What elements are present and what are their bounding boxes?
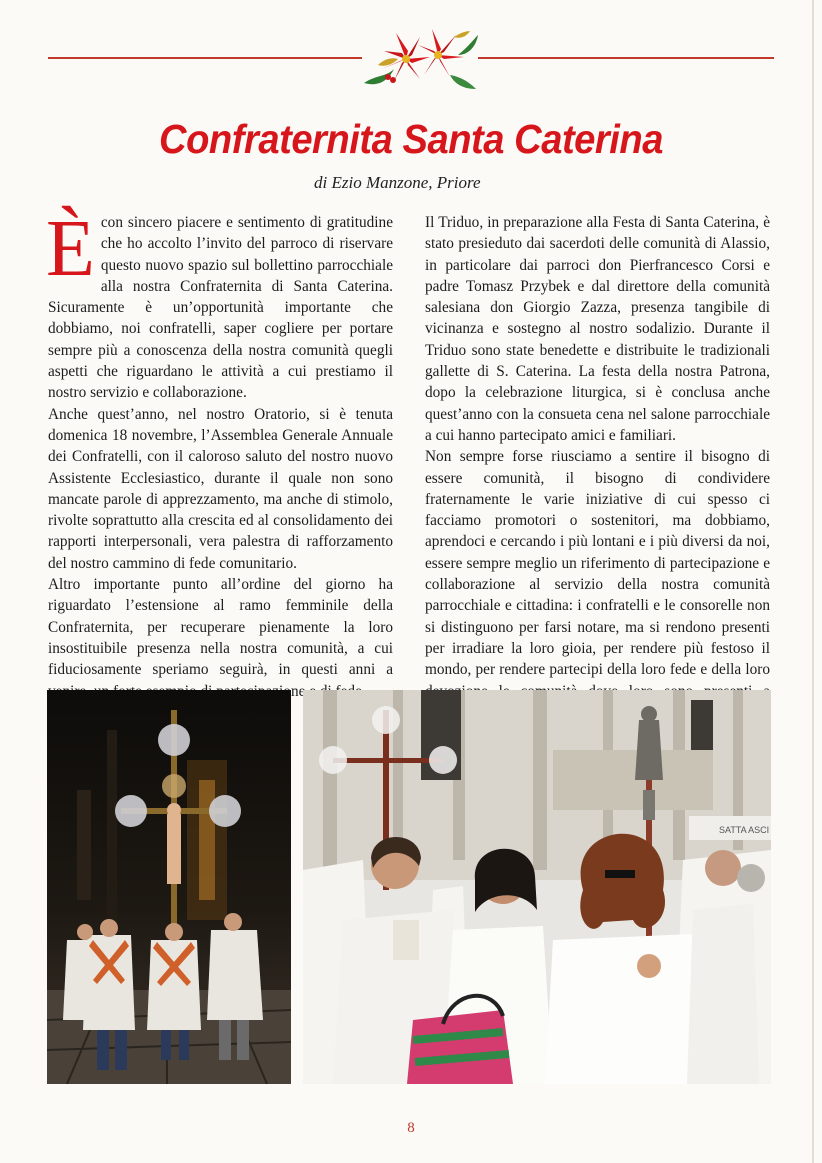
page-number: 8 [407,1120,415,1136]
paragraph-4: Il Triduo, in preparazione alla Festa di Santa Caterina, è stato presieduto dai sacerdoti delle comunità di Alassio, in particolare dai parroci don Pierfrancesco Corsi e padre Tomasz Przybek e dal direttore della comunità salesiana don Giorgio Zazza, presenza tangibile di vicinanza e sostegno al nostro sodalizio. Durante il Triduo sono state benedette e distribuite le tradizionali gallette di S. Caterina. La festa della nostra Patrona, dopo la celebrazione liturgica, si è conclusa anche quest’anno con la consueta cena nel salone parrocchiale a cui hanno partecipato amici e familiari. [425,214,770,444]
photo-procession-outside [303,690,771,1084]
photo-crucifix-procession [47,690,291,1084]
drop-cap: È [46,205,95,293]
article-title: Confraternita Santa Caterina [159,116,663,162]
paragraph-2: Anche quest’anno, nel nostro Oratorio, si è tenuta domenica 18 novembre, l’Assemblea Generale Annuale dei Confratelli, con il caloroso saluto del nostro nuovo Assistente Ecclesiastico, durante il quale non sono mancate parole di apprezzamento, ma anche di stimolo, rivolte soprattutto alla crescita ed al consolidamento dei rapporti interpersonali, vera palestra di rafforzamento del nostro cammino di fede comunitario. [48,405,393,572]
poinsettia-ornament-icon [358,25,482,93]
paragraph-1: È con sincero piacere e sentimento di gratitudine che ho accolto l’invito del parroco di riservare questo nuovo spazio sul bollettino parrocchiale alla nostra Confraternita di Santa Caterina. Sicuramente è un’opportunità importante che dobbiamo, noi confratelli, saper cogliere per portare sempre più a conoscenza della nostra comunità quegli aspetti che riguardano le attività a cui prestiamo il nostro servizio e collaborazione. [46,205,393,402]
article-column-right [425,212,770,723]
paragraph-3: Altro importante punto all’ordine del giorno ha riguardato l’estensione al ramo femminile della Confraternita, per recuperare pienamente la loro insostituibile presenza nella nostra comunità, a cui fiduciosamente speriamo seguirà, in questi anni a [48,576,393,679]
article-column-left [46,205,393,702]
article-byline: di Ezio Manzone, Priore [314,173,481,192]
page-edge-shadow [812,0,814,1163]
street-sign-text: SATTA ASCI [719,825,770,835]
header-rule-left [48,57,362,59]
header-rule-right [478,57,774,59]
paragraph-5: Non sempre forse riusciamo a sentire il bisogno di essere comunità, il bisogno di condividere fraternamente le varie iniziative di cui spesso ci facciamo promotori o sostenitori, ma dobbiamo, aprendoci e cercando i più lontani e i più diversi da noi, essere sempre meglio un riferimento di partecipazione e collaborazione al servizio della nostra comunità parrocchiale e cittadina: i confratelli e le consorelle non si distinguono per farsi notare, ma si rendono presenti per irradiare la loro gioia, per rendere più festoso il mondo, per rendere partecipi della loro fede e della loro [425,448,770,679]
